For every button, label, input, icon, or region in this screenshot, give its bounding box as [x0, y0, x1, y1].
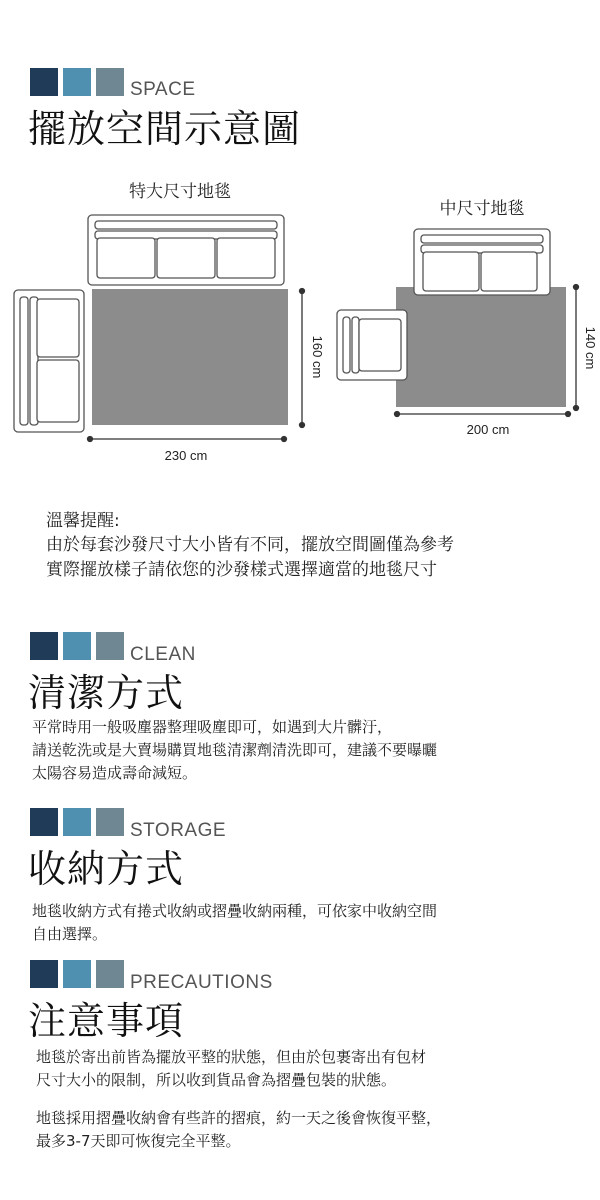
header-square-1 — [30, 808, 58, 836]
reminder-line-1: 由於每套沙發尺寸大小皆有不同，擺放空間圖僅為參考 — [46, 535, 454, 555]
layout-diagram — [0, 170, 600, 470]
precautions-line-2: 尺寸大小的限制，所以收到貨品會為摺疊包裝的狀態。 — [36, 1071, 397, 1089]
section-eng-label: PRECAUTIONS — [130, 972, 273, 993]
section-title: 收納方式 — [28, 847, 185, 891]
large-rug-label: 特大尺寸地毯 — [129, 182, 231, 202]
medium-width-label: 200 cm — [466, 422, 510, 437]
header-square-1 — [30, 68, 58, 96]
precautions-line-1: 地毯於寄出前皆為擺放平整的狀態，但由於包裹寄出有包材 — [36, 1048, 427, 1066]
header-square-3 — [96, 68, 124, 96]
clean-line-1: 平常時用一般吸塵器整理吸塵即可，如遇到大片髒汙， — [32, 718, 393, 736]
section-eng-label: CLEAN — [130, 644, 196, 665]
medium-height-label: 140 cm — [583, 326, 598, 370]
large-height-label: 160 cm — [310, 335, 325, 379]
storage-line-1: 地毯收納方式有捲式收納或摺疊收納兩種，可依家中收納空間 — [32, 902, 438, 920]
armchair — [337, 310, 407, 380]
header-square-1 — [30, 632, 58, 660]
three-seat-sofa — [88, 215, 284, 285]
reminder-line-2: 實際擺放樣子請依您的沙發樣式選擇適當的地毯尺寸 — [46, 560, 437, 580]
precautions-line-4: 最多3-7天即可恢復完全平整。 — [36, 1132, 241, 1150]
header-square-3 — [96, 808, 124, 836]
header-square-2 — [63, 960, 91, 988]
medium-width-dimension — [395, 412, 571, 417]
section-title: 注意事項 — [28, 999, 185, 1043]
reminder-heading: 溫馨提醒: — [46, 511, 120, 531]
section-eng-label: SPACE — [130, 79, 196, 100]
header-square-1 — [30, 960, 58, 988]
precautions-line-3: 地毯採用摺疊收納會有些許的摺痕，約一天之後會恢復平整， — [36, 1109, 442, 1127]
header-square-3 — [96, 632, 124, 660]
storage-line-2: 自由選擇。 — [32, 925, 108, 943]
clean-line-3: 太陽容易造成壽命減短。 — [32, 764, 198, 782]
large-width-dimension — [88, 437, 287, 442]
section-eng-label: STORAGE — [130, 820, 227, 841]
section-title: 擺放空間示意圖 — [28, 107, 302, 151]
header-square-3 — [96, 960, 124, 988]
large-rug — [92, 289, 288, 425]
medium-rug-label: 中尺寸地毯 — [439, 199, 525, 219]
medium-rug — [396, 287, 566, 407]
side-sofa — [14, 290, 84, 432]
header-square-2 — [63, 632, 91, 660]
header-square-2 — [63, 68, 91, 96]
two-seat-sofa — [414, 229, 550, 295]
large-width-label: 230 cm — [164, 448, 208, 463]
clean-line-2: 請送乾洗或是大賣場購買地毯清潔劑清洗即可，建議不要曝曬 — [32, 741, 438, 759]
large-height-dimension — [300, 289, 305, 428]
medium-height-dimension — [574, 285, 579, 411]
section-title: 清潔方式 — [28, 671, 185, 715]
header-square-2 — [63, 808, 91, 836]
